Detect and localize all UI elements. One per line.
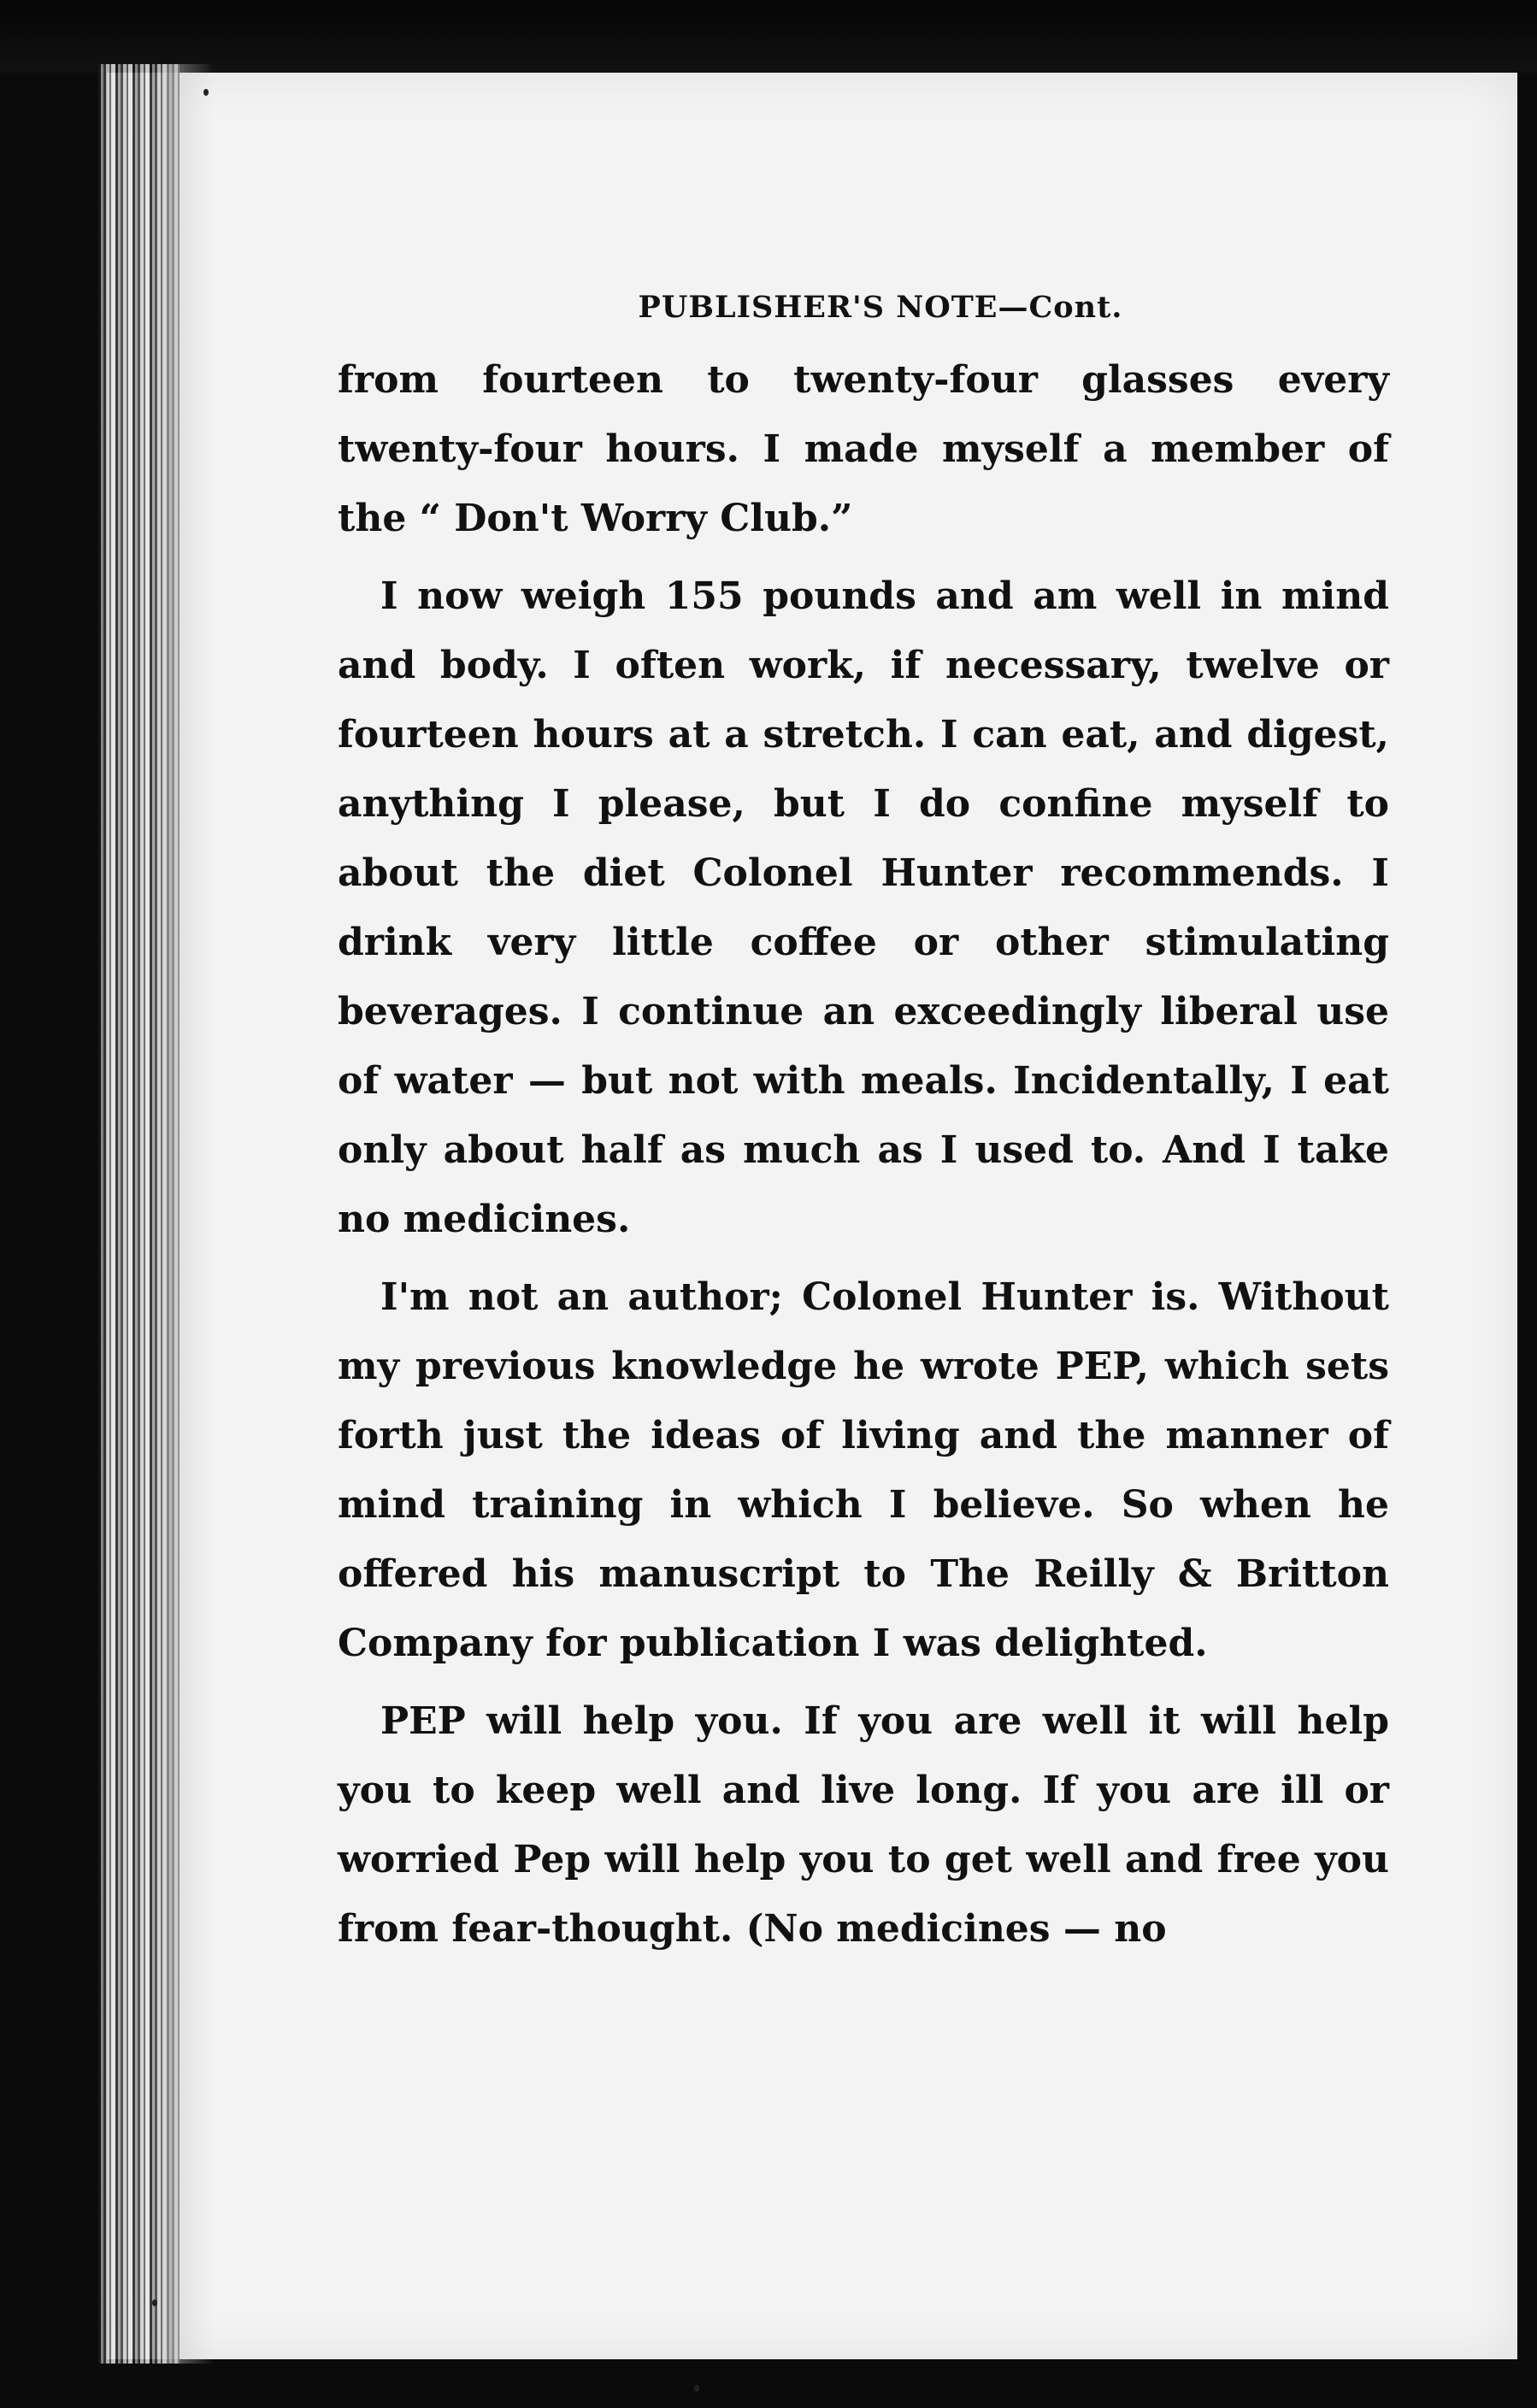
paragraph-pep: PEP will help you. If you are well it will help you to keep well and live long. If you are ill or worried Pep will help you to get well and free you from fear-thought. (No medicines — no <box>338 1699 1389 1951</box>
paragraph-continued: from fourteen to twenty-four glasses every twenty-four hours. I made myself a member of the “ Don't Worry Club.” <box>338 358 1389 540</box>
paragraph-weight: I now weigh 155 pounds and am well in mind and body. I often work, if necessary, twelve or fourteen hours at a stretch. I can eat, and digest, anything I please, but I do confine myself to about the diet Colonel Hunter recommends. I drink very little coffee or other stimulating beverages. I continue an exceedingly liberal use of water — but not with meals. Incidentally, I eat only about half as much as I used to. And I take no medicines. <box>338 574 1389 1241</box>
binding-shadow <box>162 64 214 2364</box>
speck-mark <box>203 89 209 96</box>
scan-dark-border <box>0 0 1537 73</box>
speck-mark <box>694 2385 699 2392</box>
page-text <box>338 282 1389 1972</box>
page-heading: PUBLISHER'S NOTE—Cont. <box>638 290 1123 325</box>
speck-mark <box>152 2299 157 2306</box>
paragraph-author: I'm not an author; Colonel Hunter is. Without my previous knowledge he wrote PEP, which sets forth just the ideas of living and the manner of mind training in which I believe. So when he offered his manuscript to The Reilly & Britton Company for publication I was delighted. <box>338 1275 1389 1665</box>
